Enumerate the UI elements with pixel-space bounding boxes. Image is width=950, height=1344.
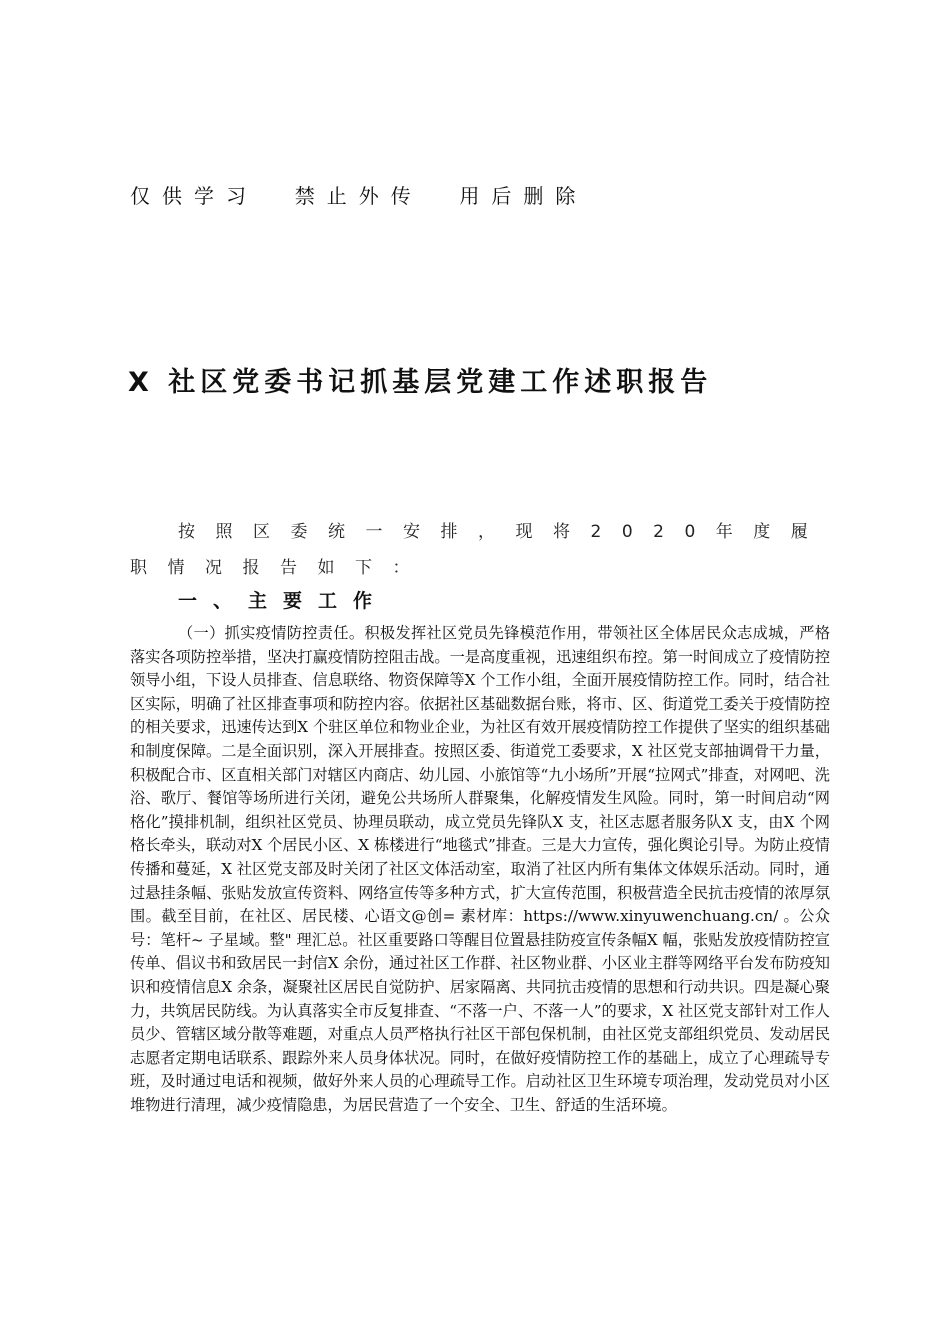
section-heading: 一、主要工作 <box>178 590 389 612</box>
intro-paragraph: 按照区委统一安排，现将2020年度履职情况报告如下： <box>130 522 829 578</box>
body-paragraph: （一）抓实疫情防控责任。积极发挥社区党员先锋模范作用，带领社区全体居民众志成城，严格落实各项防控举措，坚决打赢疫情防控阻击战。一是高度重视，迅速组织布控。第一时间成立了疫情防控领导小组，下设人员排查、信息联络、物资保障等X 个工作小组，全面开展疫情防控工作。同时，结合社区实际，明确了社区排查事项和防控内容。依据社区基础数据台账，将市、区、街道党工委关于疫情防控的相关要求，迅速传达到X 个驻区单位和物业企业，为社区有效开展疫情防控工作提供了坚实的组织基础和制度保障。二是全面识别，深入开展排查。按照区委、街道党工委要求，X 社区党支部抽调骨干力量，积极配合市、区直相关部门对辖区内商店、幼儿园、小旅馆等“九小场所”开展“拉网式”排查，对网吧、洗浴、歌厅、餐馆等场所进行关闭，避免公共场所人群聚集，化解疫情发生风险。同时，第一时间启动“网格化”摸排机制，组织社区党员、协理员联动，成立党员先锋队X 支，社区志愿者服务队X 支，由X 个网格长牵头，联动对X 个居民小区、X 栋楼进行“地毯式”排查。三是大力宣传，强化舆论引导。为防止疫情传播和蔓延，X 社区党支部及时关闭了社区文体活动室，取消了社区内所有集体文体娱乐活动。同时，通过悬挂条幅、张贴发放宣传资料、网络宣传等多种方式，扩大宣传范围，积极营造全民抗击疫情的浓厚氛围。截至目前，在社区、居民楼、心语文@创= 素材库：https://www.xinyuwenchuang.cn/ 。公众号：笔杆~ 子星域。整" 理汇总。社区重要路口等醒目位置悬挂防疫宣传条幅X 幅，张贴发放疫情防控宣传单、倡议书和致居民一封信X 余份，通过社区工作群、社区物业群、小区业主群等网络平台发布防疫知识和疫情信息X 余条，凝聚社区居民自觉防护、居家隔离、共同抗击疫情的思想和行动共识。四是凝心聚力，共筑居民防线。为认真落实全市反复排查、“不落一户、不落一人”的要求，X 社区党支部针对工作人员少、管辖区域分散等难题，对重点人员严格执行社区干部包保机制，由社区党支部组织党员、发动居民志愿者定期电话联系、跟踪外来人员身体状况。同时，在做好疫情防控工作的基础上，成立了心理疏导专班，及时通过电话和视频，做好外来人员的心理疏导工作。启动社区卫生环境专项治理，发动党员对小区堆物进行清理，减少疫情隐患，为居民营造了一个安全、卫生、舒适的生活环境。 <box>130 624 830 1114</box>
document-title: X 社区党委书记抓基层党建工作述职报告 <box>128 367 713 398</box>
confidentiality-notice: 仅供学习 禁止外传 用后删除 <box>130 184 588 208</box>
